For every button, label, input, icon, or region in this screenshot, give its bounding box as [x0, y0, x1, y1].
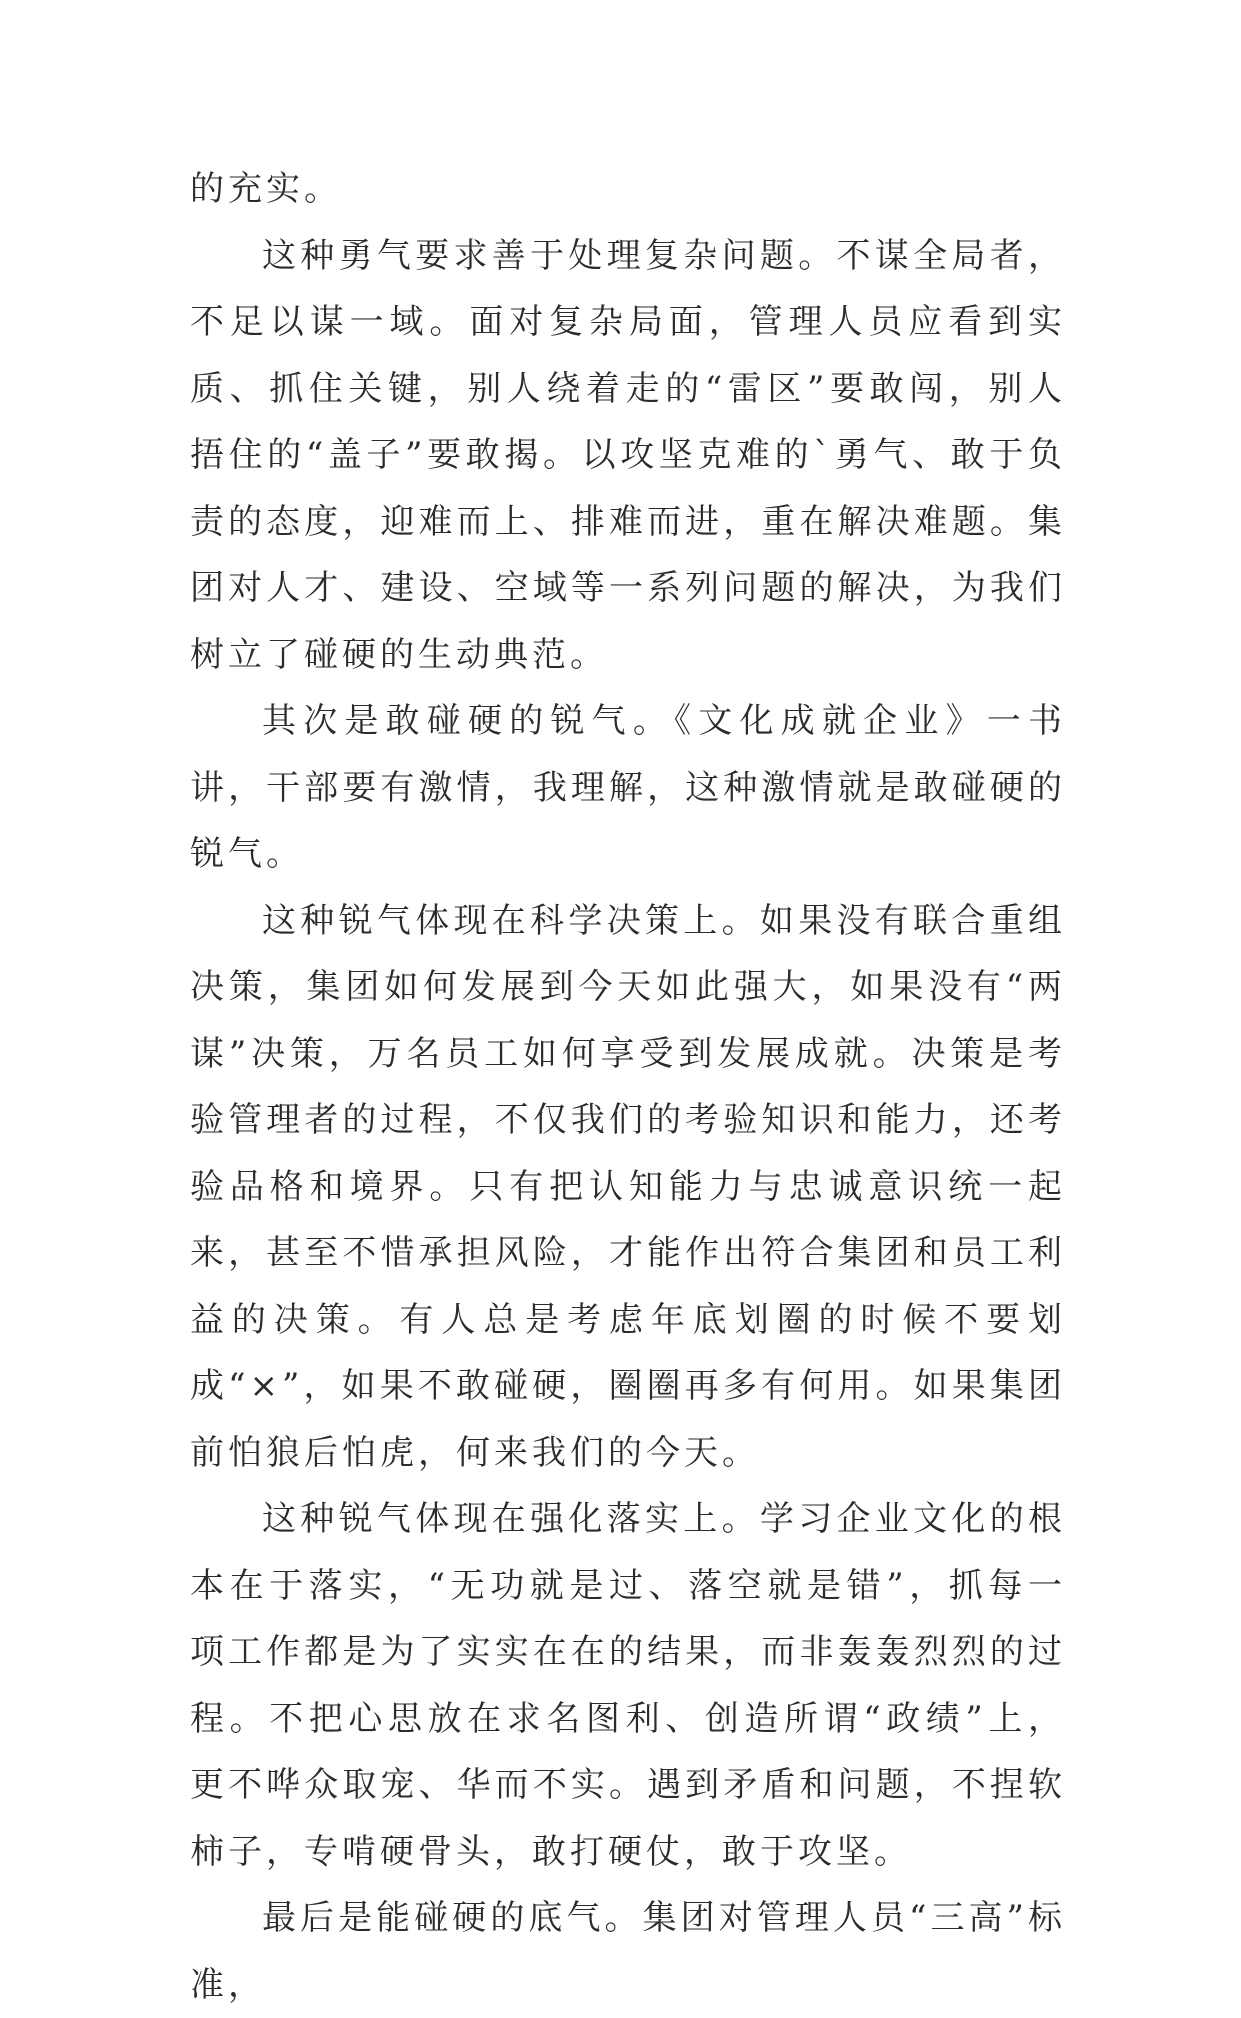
- paragraph-1: 的充实。: [190, 169, 342, 209]
- paragraph-2: 这种勇气要求善于处理复杂问题。不谋全局者，不足以谋一域。面对复杂局面，管理人员应看到实质、抓住关键，别人绕着走的“雷区”要敢闯，别人捂住的“盖子”要敢揭。以攻坚克难的`勇气、敢于负责的态度，迎难而上、排难而进，重在解决难题。集团对人才、建设、空域等一系列问题的解决，为我们树立了碰硬的生动典范。: [190, 235, 1066, 675]
- paragraph-4: 这种锐气体现在科学决策上。如果没有联合重组决策，集团如何发展到今天如此强大，如果没有“两谋”决策，万名员工如何享受到发展成就。决策是考验管理者的过程，不仅我们的考验知识和能力，还考验品格和境界。只有把认知能力与忠诚意识统一起来，甚至不惜承担风险，才能作出符合集团和员工利益的决策。有人总是考虑年底划圈的时候不要划成“×”，如果不敢碰硬，圈圈再多有何用。如果集团前怕狼后怕虎，何来我们的今天。: [190, 900, 1066, 1473]
- paragraph-6: 最后是能碰硬的底气。集团对管理人员“三高”标准，: [190, 1898, 1066, 2005]
- paragraph-3: 其次是敢碰硬的锐气。《文化成就企业》一书讲，干部要有激情，我理解，这种激情就是敢碰硬的锐气。: [190, 701, 1066, 874]
- paragraph-5: 这种锐气体现在强化落实上。学习企业文化的根本在于落实，“无功就是过、落空就是错”，抓每一项工作都是为了实实在在的结果，而非轰轰烈烈的过程。不把心思放在求名图利、创造所谓“政绩”上，更不哗众取宠、华而不实。遇到矛盾和问题，不捏软柿子，专啃硬骨头，敢打硬仗，敢于攻坚。: [190, 1499, 1066, 1872]
- body-text: [190, 156, 1066, 2018]
